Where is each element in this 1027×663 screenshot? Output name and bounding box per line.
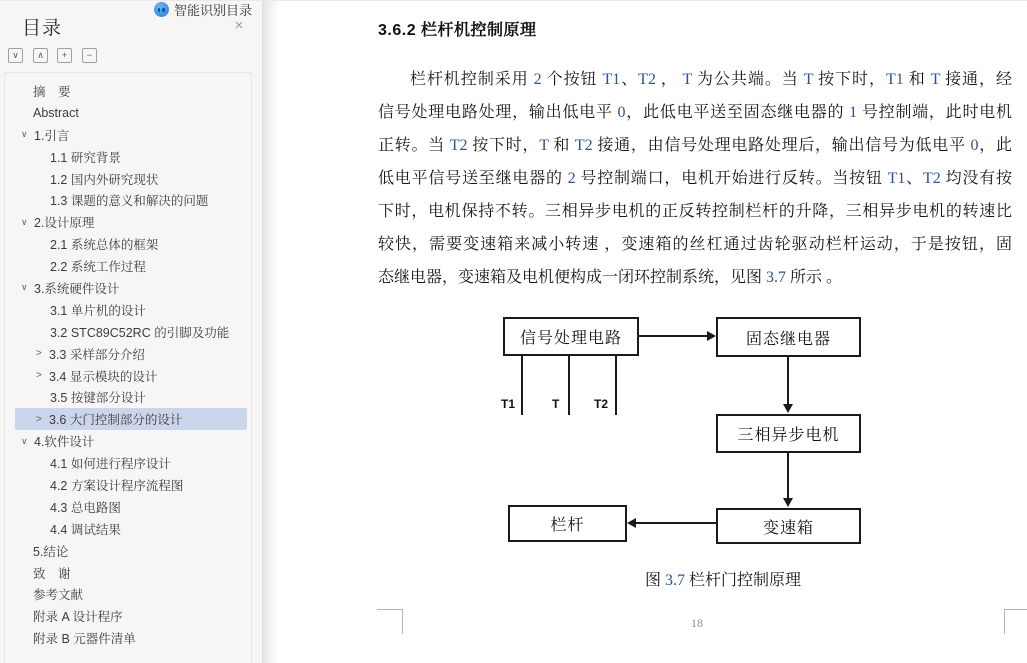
arrow-relay-to-motor [787, 357, 789, 405]
paragraph-line: 下时，电机保持不转。三相异步电机的正反转控制栏杆的升降，三相异步电机的转速比 [378, 203, 1012, 220]
toc-item[interactable] [15, 233, 247, 255]
paragraph-line: 栏杆机控制采用 2 个按钮 T1、T2 ， T 为公共端。当 T 按下时，T1 和 T 接通，经 [410, 71, 1012, 88]
toc-panel-title: 目录 [22, 18, 63, 39]
toc-item[interactable] [15, 452, 247, 474]
toc-item[interactable] [15, 211, 247, 233]
pin-label-t1: T1 [501, 397, 516, 411]
toc-item-label: 致 谢 [33, 566, 71, 581]
toc-item-label: Abstract [33, 105, 79, 120]
toc-item[interactable] [15, 365, 247, 387]
toc-item-label: 3.1 单片机的设计 [50, 303, 146, 318]
plus-box-icon[interactable]: + [57, 48, 72, 63]
toc-item[interactable] [15, 430, 247, 452]
toc-item-label: 3.系统硬件设计 [34, 281, 120, 296]
toc-item-label: 3.5 按键部分设计 [50, 391, 146, 406]
toc-item[interactable] [15, 189, 247, 211]
pin-line-t [568, 356, 570, 415]
toc-item[interactable] [15, 343, 247, 365]
pin-label-t: T [552, 397, 560, 411]
arrowhead-down-icon [783, 404, 793, 413]
toc-panel [4, 72, 252, 663]
chevron-right-icon[interactable]: > [36, 413, 42, 425]
toc-item[interactable] [15, 386, 247, 408]
toc-item-label: 3.3 采样部分介绍 [49, 347, 145, 362]
flow-diagram [263, 1, 1027, 663]
toc-item[interactable] [15, 299, 247, 321]
toc-item[interactable] [15, 562, 247, 584]
toc-item-label: 2.2 系统工作过程 [50, 260, 146, 275]
toc-item[interactable] [15, 627, 247, 649]
toc-item-label: 2.1 系统总体的框架 [50, 238, 159, 253]
document-page [263, 1, 1027, 663]
toc-item[interactable] [15, 168, 247, 190]
margin-mark [402, 609, 403, 634]
page-number: 18 [691, 616, 703, 630]
chevron-down-icon[interactable]: ∨ [21, 435, 28, 446]
toc-item[interactable] [15, 255, 247, 277]
toc-item-label: 附录 A 设计程序 [33, 610, 123, 625]
toc-item-label: 3.2 STC89C52RC 的引脚及功能 [50, 325, 230, 340]
flow-box-signal-processing: 信号处理电路 [503, 317, 639, 356]
toc-item[interactable] [15, 474, 247, 496]
paragraph-line: 正转。当 T2 按下时，T 和 T2 接通，由信号处理电路处理后，输出信号为低电平 0，此 [378, 137, 1012, 154]
paragraph-line: 低电平信号送至继电器的 2 号控制端口，电机开始进行反转。当按钮 T1、T2 均没有按 [378, 170, 1012, 187]
flow-box-gearbox: 变速箱 [716, 508, 861, 544]
toc-item[interactable] [15, 277, 247, 299]
pin-line-t1 [521, 356, 523, 415]
toc-item-label: 1.1 研究背景 [50, 150, 121, 165]
arrow-gearbox-to-barrier [636, 522, 716, 524]
toc-item-label: 附录 B 元器件清单 [33, 632, 136, 647]
pin-line-t2 [615, 356, 617, 415]
toc-item[interactable] [15, 408, 247, 430]
paragraph-line: 态继电器，变速箱及电机便构成一闭环控制系统，见图 3.7 所示 。 [378, 269, 843, 286]
chevron-down-icon[interactable]: ∨ [21, 129, 28, 140]
toc-item[interactable] [15, 605, 247, 627]
flow-box-solid-state-relay: 固态继电器 [716, 317, 861, 357]
smart-toc-label: 智能识别目录 [173, 2, 252, 18]
arrow-motor-to-gearbox [787, 453, 789, 499]
toc-item[interactable] [15, 102, 247, 124]
paragraph-line: 较快，需要变速箱来减小转速 ，变速箱的丝杠通过齿轮驱动栏杆运动，于是按钮，固 [378, 236, 1012, 253]
toc-item-label: 3.4 显示模块的设计 [49, 369, 158, 384]
toc-item-label: 3.6 大门控制部分的设计 [49, 413, 183, 428]
chevron-down-icon[interactable]: ∨ [21, 216, 28, 227]
toc-item-label: 5.结论 [33, 544, 69, 559]
toc-item-label: 1.2 国内外研究现状 [50, 172, 159, 187]
smart-toc-ai-icon [154, 2, 169, 17]
toc-item[interactable] [15, 540, 247, 562]
toc-item[interactable] [15, 583, 247, 605]
flow-box-three-phase-motor: 三相异步电机 [716, 414, 861, 453]
chevron-right-icon[interactable]: > [36, 370, 42, 382]
toc-item[interactable] [15, 321, 247, 343]
toc-item-label: 参考文献 [33, 588, 84, 603]
arrowhead-down-icon [783, 498, 793, 507]
toc-item-label: 4.软件设计 [34, 435, 95, 450]
toc-sidebar [0, 1, 263, 663]
toc-item-label: 1.引言 [34, 128, 70, 143]
toc-list [5, 80, 251, 649]
toc-item-label: 摘 要 [33, 84, 71, 99]
arrow-signal-to-relay [639, 335, 708, 337]
section-heading: 3.6.2 栏杆机控制原理 [378, 22, 537, 39]
toc-item-label: 4.3 总电路图 [50, 500, 121, 515]
toc-item-label: 4.4 调试结果 [50, 522, 121, 537]
margin-mark [1004, 609, 1005, 634]
chevron-right-icon[interactable]: > [36, 348, 42, 360]
flow-box-barrier: 栏杆 [508, 505, 627, 542]
smart-toc-button[interactable] [154, 1, 252, 17]
toc-item[interactable] [15, 496, 247, 518]
toc-item-label: 4.1 如何进行程序设计 [50, 457, 171, 472]
arrowhead-right-icon [707, 331, 716, 341]
toc-item[interactable] [15, 80, 247, 102]
toc-item-label: 4.2 方案设计程序流程图 [50, 478, 184, 493]
toc-item-label: 1.3 课题的意义和解决的问题 [50, 194, 209, 209]
paragraph-line: 信号处理电路处理，输出低电平 0，此低电平送至固态继电器的 1 号控制端，此时电机 [378, 104, 1012, 121]
toc-toolbar [0, 48, 263, 66]
margin-mark [377, 609, 403, 610]
arrowhead-left-icon [627, 518, 636, 528]
close-icon[interactable]: × [234, 17, 244, 34]
pin-label-t2: T2 [594, 397, 609, 411]
toc-item[interactable] [15, 124, 247, 146]
toc-item-label: 2.设计原理 [34, 216, 95, 231]
figure-caption: 图 3.7 栏杆门控制原理 [644, 572, 802, 589]
chevron-down-icon[interactable]: ∨ [21, 282, 28, 293]
margin-mark [1004, 609, 1027, 610]
chevron-down-box-icon[interactable]: ∨ [8, 48, 23, 63]
chevron-up-box-icon[interactable]: ∧ [33, 48, 48, 63]
minus-box-icon[interactable]: − [82, 48, 97, 63]
toc-item[interactable] [15, 146, 247, 168]
toc-item[interactable] [15, 518, 247, 540]
